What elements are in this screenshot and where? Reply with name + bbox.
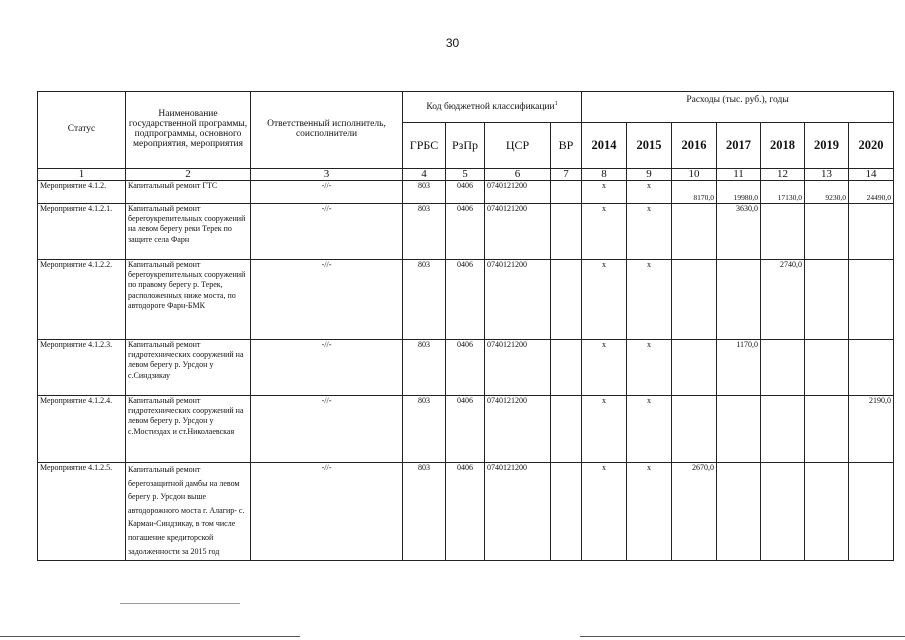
row-2015: x	[627, 340, 672, 396]
header-code-vr: ВР	[551, 123, 582, 169]
table-row	[38, 204, 894, 260]
row-2014: x	[582, 396, 627, 463]
table-row	[38, 340, 894, 396]
row-vr	[551, 340, 582, 396]
scan-margin-mark	[120, 603, 240, 604]
column-number: 6	[485, 169, 551, 181]
row-csr: 0740121200	[485, 181, 551, 204]
row-executor: -//-	[251, 463, 403, 561]
row-grbs: 803	[403, 463, 446, 561]
header-budget-code-label: Код бюджетной классификации	[426, 102, 555, 113]
row-rzpr: 0406	[446, 204, 485, 260]
row-2020: 24490,0	[849, 181, 894, 204]
header-year-2020: 2020	[849, 123, 894, 169]
row-csr: 0740121200	[485, 340, 551, 396]
row-status: Мероприятие 4.1.2.2.	[38, 260, 126, 340]
row-status: Мероприятие 4.1.2.5.	[38, 463, 126, 561]
row-executor: -//-	[251, 260, 403, 340]
column-number: 14	[849, 169, 894, 181]
header-year-2019: 2019	[805, 123, 849, 169]
row-2020	[849, 463, 894, 561]
row-2017: 3630,0	[717, 204, 761, 260]
row-2019	[805, 204, 849, 260]
row-rzpr: 0406	[446, 340, 485, 396]
row-2019	[805, 260, 849, 340]
column-number: 7	[551, 169, 582, 181]
row-2018	[761, 204, 805, 260]
row-executor: -//-	[251, 181, 403, 204]
column-number: 10	[672, 169, 717, 181]
row-2019	[805, 340, 849, 396]
table-row	[38, 463, 894, 561]
header-status: Статус	[38, 92, 126, 169]
row-status: Мероприятие 4.1.2.3.	[38, 340, 126, 396]
column-number: 13	[805, 169, 849, 181]
row-2014: x	[582, 260, 627, 340]
row-vr	[551, 260, 582, 340]
scan-edge-line	[580, 636, 905, 637]
header-budget-code	[403, 92, 582, 123]
row-csr: 0740121200	[485, 204, 551, 260]
row-status: Мероприятие 4.1.2.1.	[38, 204, 126, 260]
row-name: Капитальный ремонт берегоукрепительных сооружений на левом берегу реки Терек по защите села Фарн	[126, 204, 251, 260]
row-vr	[551, 181, 582, 204]
row-2020	[849, 204, 894, 260]
row-2019	[805, 396, 849, 463]
table-row	[38, 396, 894, 463]
row-csr: 0740121200	[485, 396, 551, 463]
column-number: 5	[446, 169, 485, 181]
row-2016: 2670,0	[672, 463, 717, 561]
row-2016	[672, 204, 717, 260]
row-2014: x	[582, 204, 627, 260]
row-2016	[672, 396, 717, 463]
row-2014: x	[582, 340, 627, 396]
column-number: 12	[761, 169, 805, 181]
row-2017	[717, 260, 761, 340]
column-number: 2	[126, 169, 251, 181]
column-number: 9	[627, 169, 672, 181]
row-rzpr: 0406	[446, 396, 485, 463]
row-vr	[551, 463, 582, 561]
row-name: Капитальный ремонт ГТС	[126, 181, 251, 204]
row-rzpr: 0406	[446, 463, 485, 561]
row-rzpr: 0406	[446, 181, 485, 204]
row-2015: x	[627, 204, 672, 260]
row-2016: 8170,0	[672, 181, 717, 204]
row-2018	[761, 340, 805, 396]
row-name: Капитальный ремонт гидротехнических сооружений на левом берегу р. Урсдон у с.Синдзикау	[126, 340, 251, 396]
row-grbs: 803	[403, 204, 446, 260]
row-2018: 17130,0	[761, 181, 805, 204]
header-budget-code-footnote: 1	[554, 100, 558, 107]
header-program-name: Наименование государственной программы, подпрограммы, основного мероприятия, мероприятия	[126, 92, 251, 169]
row-grbs: 803	[403, 396, 446, 463]
header-code-csr: ЦСР	[485, 123, 551, 169]
row-2015: x	[627, 181, 672, 204]
row-vr	[551, 204, 582, 260]
row-2017: 19980,0	[717, 181, 761, 204]
header-year-2018: 2018	[761, 123, 805, 169]
row-2015: x	[627, 396, 672, 463]
header-code-rzpr: РзПр	[446, 123, 485, 169]
row-2017	[717, 463, 761, 561]
row-grbs: 803	[403, 340, 446, 396]
row-2020: 2190,0	[849, 396, 894, 463]
row-2017: 1170,0	[717, 340, 761, 396]
row-csr: 0740121200	[485, 260, 551, 340]
row-executor: -//-	[251, 204, 403, 260]
row-status: Мероприятие 4.1.2.	[38, 181, 126, 204]
header-code-grbs: ГРБС	[403, 123, 446, 169]
scan-edge-line	[0, 636, 300, 637]
row-grbs: 803	[403, 260, 446, 340]
row-2020	[849, 340, 894, 396]
row-executor: -//-	[251, 340, 403, 396]
row-csr: 0740121200	[485, 463, 551, 561]
header-year-2016: 2016	[672, 123, 717, 169]
header-year-2015: 2015	[627, 123, 672, 169]
row-2019: 9230,0	[805, 181, 849, 204]
header-expenses: Расходы (тыс. руб.), годы	[582, 92, 894, 123]
row-vr	[551, 396, 582, 463]
table-row	[38, 260, 894, 340]
column-number: 11	[717, 169, 761, 181]
column-number: 4	[403, 169, 446, 181]
row-2018	[761, 396, 805, 463]
row-2014: x	[582, 463, 627, 561]
row-2018: 2740,0	[761, 260, 805, 340]
row-2016	[672, 260, 717, 340]
row-rzpr: 0406	[446, 260, 485, 340]
row-2018	[761, 463, 805, 561]
column-number: 1	[38, 169, 126, 181]
row-2015: x	[627, 463, 672, 561]
budget-table	[37, 91, 894, 561]
row-executor: -//-	[251, 396, 403, 463]
row-2014: x	[582, 181, 627, 204]
row-2019	[805, 463, 849, 561]
row-2015: x	[627, 260, 672, 340]
column-number-row	[38, 169, 894, 181]
header-year-2014: 2014	[582, 123, 627, 169]
column-number: 8	[582, 169, 627, 181]
row-name: Капитальный ремонт гидротехнических сооружений на левом берегу р. Урсдон у с.Мостиздах и ст.Николаевская	[126, 396, 251, 463]
row-name: Капитальный ремонт берегоукрепительных сооружений по правому берегу р. Терек, расположенных ниже моста, по автодороге Фарн-БМК	[126, 260, 251, 340]
row-2017	[717, 396, 761, 463]
row-2020	[849, 260, 894, 340]
page-number: 30	[445, 36, 460, 50]
row-2016	[672, 340, 717, 396]
table-row	[38, 181, 894, 204]
row-name: Капитальный ремонт берегозащитной дамбы на левом берегу р. Урсдон выше автодорожного моста г. Алагир- с. Карман-Синдзикау, в том числе погашение кредиторской задолженности за 2015 год	[126, 463, 251, 561]
header-year-2017: 2017	[717, 123, 761, 169]
row-grbs: 803	[403, 181, 446, 204]
row-status: Мероприятие 4.1.2.4.	[38, 396, 126, 463]
column-number: 3	[251, 169, 403, 181]
header-executor: Ответственный исполнитель, соисполнители	[251, 92, 403, 169]
